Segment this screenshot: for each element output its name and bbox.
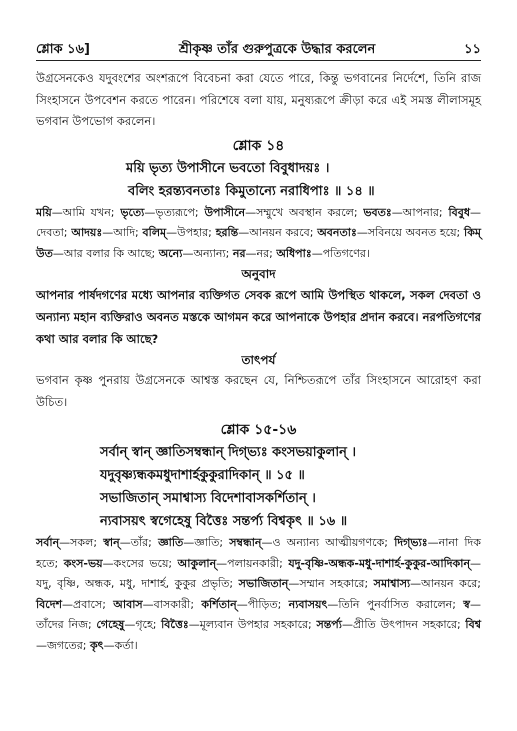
synonym-meaning: —উপহার; (166, 226, 216, 239)
synonym-word: কর্শিতান্ (201, 597, 237, 611)
sloka-14-line-1: ময়ি ভৃত্য উপাসীনে ভবতো বিবুধাদয়ঃ । (126, 160, 330, 176)
sloka-14-purport: ভগবান কৃষ্ণ পুনরায় উগ্রসেনকে আশ্বস্ত করছেন যে, নিশ্চিতরূপে তাঁর সিংহাসনে আরোহণ করা উচিত। (36, 373, 481, 409)
intro-paragraph: উগ্রসেনকেও যদুবংশের অংশরূপে বিবেচনা করা যেতে পারে, কিন্তু ভগবানের নির্দেশে, তিনি রাজ সিংহাসনে উপবেশন করতে পারেন। পরিশেষে বলা যায়, মনুষ্যরূপে ক্রীড়া করে এই সমস্ত লীলাসমূহ ভগবান উপভোগ করলেন। (36, 71, 481, 128)
synonym-meaning: —আনয়ন করবে; (238, 226, 318, 239)
synonym-word: জ্ঞাতি (158, 536, 184, 549)
synonym-word: অন্যে (158, 246, 183, 260)
synonym-word: স্বান্ (103, 536, 120, 549)
synonym-word: অধিপাঃ (276, 246, 312, 260)
synonym-meaning: —নানা দিক হতে; (36, 536, 481, 570)
synonym-meaning: —ও অন্যান্য আত্মীয়গণকে; (261, 536, 395, 549)
synonym-word: গেহেষু (96, 618, 125, 631)
synonym-word: সর্বান্ (36, 536, 60, 549)
page-body (36, 68, 481, 656)
synonym-word: সভাজিতান্ (238, 577, 289, 590)
header-rule (36, 60, 481, 61)
sloka-14-heading: শ্লোক ১৪ (232, 137, 285, 154)
synonym-word: ন্যবাসয়ৎ (288, 597, 328, 611)
synonym-meaning: —প্রীতি উৎপাদন সহকারে; (341, 618, 466, 631)
synonym-word: আদয়ঃ (71, 226, 103, 239)
page-header (36, 40, 481, 61)
synonym-meaning: —নর; (245, 246, 277, 260)
synonym-word: ভৃত্যে (120, 205, 145, 219)
synonym-word: আকুলান্ (177, 556, 217, 570)
header-chapter-title: শ্রীকৃষ্ণ তাঁর গুরুপুত্রকে উদ্ধার করলেন (178, 42, 376, 57)
synonym-meaning: —আমি যখন; (51, 205, 121, 219)
synonym-word: দিগ্ভ্যঃ (394, 536, 428, 549)
header-verse-ref: শ্লোক ১৬] (36, 42, 90, 57)
synonym-meaning: —যদু, বৃষ্ণি, অন্ধক, মধু, দাশার্হ, কুকুর প্রভৃতি; (36, 556, 482, 590)
synonym-meaning: —কংসের ভয়ে; (102, 556, 178, 570)
synonym-meaning: —জ্ঞাতি; (183, 536, 230, 549)
synonym-word: আবাস (113, 597, 143, 611)
synonym-word: সমাশ্বাস্য (373, 577, 411, 590)
synonym-meaning: —পীড়িত; (236, 597, 289, 611)
synonym-word: সন্তর্প্য (316, 618, 342, 631)
synonym-meaning: —পতিগণের। (311, 246, 370, 260)
synonym-meaning: —সম্মান সহকারে; (288, 577, 374, 590)
synonym-meaning: —তাঁর; (119, 536, 159, 549)
synonym-word: কৃৎ (89, 638, 104, 652)
synonym-meaning: —কর্তা। (103, 638, 138, 652)
synonym-word: বিবুধ (448, 205, 470, 219)
synonym-meaning: —পলায়নকারী; (216, 556, 289, 570)
synonym-word: সম্বন্ধান্ (229, 536, 262, 549)
synonym-meaning: —অন্যান্য; (182, 246, 233, 260)
synonym-meaning: —সকল; (59, 536, 104, 549)
sloka-14-line-2: বলিং হরন্ত্যবনতাঃ কিমুতান্যে নরাধিপাঃ ॥ ১৪ ॥ (128, 183, 375, 199)
purport-heading: তাৎপর্য (241, 353, 276, 367)
synonym-meaning: —তাঁদের নিজ; (36, 597, 481, 631)
synonym-word: কিম্ উত (36, 226, 481, 260)
synonym-word: কংস-ভয় (63, 556, 103, 570)
sloka-15-line-2: যদুবৃষ্ণ্যন্ধকমধুদাশার্হকুকুরাদিকান্ ॥ ১৫ ॥ (100, 468, 305, 483)
synonym-word: হরন্তি (215, 226, 239, 239)
synonym-meaning: —জগতের; (36, 638, 90, 652)
synonym-meaning: —আদি; (102, 226, 143, 239)
synonym-meaning: —আর বলার কি আছে; (52, 246, 159, 260)
synonym-meaning: —গৃহে; (124, 618, 162, 631)
sloka-14-synonyms (36, 203, 481, 265)
synonym-meaning: —ভৃত্যরূপে; (144, 205, 205, 219)
synonym-meaning: —বাসকারী; (142, 597, 202, 611)
synonym-word: বিদেশ (36, 597, 62, 611)
synonym-word: ভবতঃ (363, 205, 392, 219)
synonym-word: ময়ি (36, 205, 52, 219)
sloka-14-translation: আপনার পার্ষদগণের মধ্যে আপনার ব্যক্তিগত সেবক রূপে আমি উপস্থিত থাকলে, সকল দেবতা ও অন্যান্য মহান ব্যক্তিরাও অবনত মস্তকে আগমন করে আপনাকে উপহার প্রদান করবে। নরপতিগণের কথা আর বলার কি আছে? (36, 288, 481, 346)
synonym-word: নর (232, 246, 246, 260)
sloka-15-line-1: সর্বান্ স্বান্ জ্ঞাতিসম্বন্ধান্ দিগ্ভ্যঃ কংসভয়াকুলান্ । (100, 445, 357, 460)
synonym-word: যদু-বৃষ্ণি-অন্ধক-মধু-দাশার্হ-কুকুর-আদিকান্ (288, 556, 471, 570)
synonym-meaning: —সবিনয়ে অবনত হয়ে; (356, 226, 465, 239)
sloka-16-line-1: সভাজিতান্ সমাশ্বাস্য বিদেশাবাসকর্শিতান্ । (100, 491, 316, 506)
synonym-word: অবনতাঃ (317, 226, 357, 239)
page-number: ১১ (464, 42, 481, 57)
sloka-16-line-2: ন্যবাসয়ৎ স্বগেহেষু বিত্তৈঃ সন্তর্প্য বিশ্বকৃৎ ॥ ১৬ ॥ (100, 514, 348, 529)
synonym-meaning: —প্রবাসে; (61, 597, 114, 611)
synonym-word: উপাসীনে (204, 205, 246, 219)
translation-heading: অনুবাদ (241, 267, 276, 281)
synonym-word: স্ব (463, 597, 470, 611)
synonym-meaning: —দেবতা; (36, 205, 481, 239)
synonym-word: বিত্তৈঃ (161, 618, 189, 631)
synonym-word: বলিম্ (142, 226, 167, 239)
sloka-15-16-heading: শ্লোক ১৫-১৬ (220, 422, 297, 438)
synonym-meaning: —আনয়ন করে; (410, 577, 482, 590)
synonym-meaning: —মূল্যবান উপহার সহকারে; (188, 618, 317, 631)
synonym-meaning: —সম্মুখে অবস্থান করলে; (245, 205, 364, 219)
sloka-15-16-synonyms (36, 533, 481, 656)
synonym-word: বিশ্ব (465, 618, 481, 631)
synonym-meaning: —তিনি পুনর্বাসিত করালেন; (327, 597, 464, 611)
synonym-meaning: —আপনার; (391, 205, 449, 219)
